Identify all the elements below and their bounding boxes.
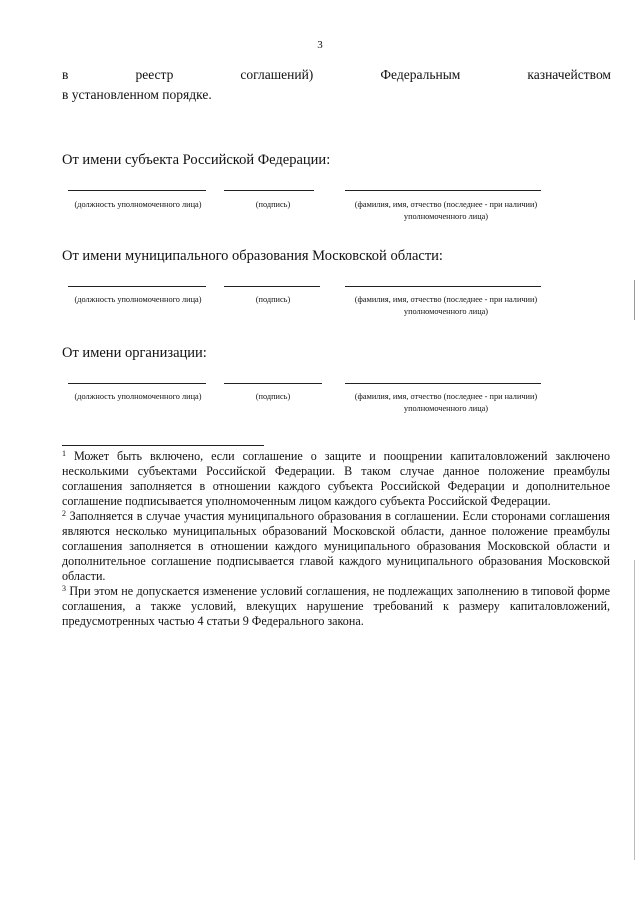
continuation-line-2: в установленном порядке. [62, 87, 212, 102]
footnote-2 [62, 509, 610, 584]
scan-edge-mark [634, 280, 635, 320]
footnote-text: Может быть включено, если соглашение о защите и поощрении капиталовложений заключено несколькими субъектами Российской Федерации. В таком случае данное положение преамбулы соглашения заполняется в отношении каждого субъекта Российской Федерации и дополнительное соглашение подписывается уполномоченным лицом каждого субъекта Российской Федерации. [62, 449, 610, 508]
caption-position: (должность уполномоченного лица) [74, 200, 202, 209]
footnote-text: Заполняется в случае участия муниципального образования в соглашении. Если сторонами соглашения являются несколько муниципальных образований Московской области, данное положение преамбулы соглашения заполняется в отношении каждого муниципального образования Московской области и дополнительное соглашение подписывается главой каждого муниципального образования Московской области. [62, 509, 610, 583]
section-heading-organization: От имени организации: [62, 345, 207, 361]
caption-signature: (подпись) [255, 200, 291, 209]
scan-edge-mark [634, 560, 635, 860]
signature-line-position [68, 190, 206, 191]
signature-line-sign [224, 286, 320, 287]
caption-signature: (подпись) [255, 392, 291, 401]
signature-line-position [68, 286, 206, 287]
continuation-word: Федеральным [380, 67, 461, 82]
caption-fullname: (фамилия, имя, отчество (последнее - при наличии) уполномоченного лица) [354, 392, 538, 413]
section-heading-municipality: От имени муниципального образования Московской области: [62, 248, 443, 264]
caption-fullname: (фамилия, имя, отчество (последнее - при наличии) уполномоченного лица) [354, 200, 538, 221]
caption-signature: (подпись) [255, 295, 291, 304]
continuation-word: соглашений) [240, 67, 314, 82]
caption-position: (должность уполномоченного лица) [74, 392, 202, 401]
signature-line-position [68, 383, 206, 384]
footnote-1 [62, 449, 610, 509]
page-number: 3 [317, 39, 323, 51]
caption-fullname: (фамилия, имя, отчество (последнее - при наличии) уполномоченного лица) [354, 295, 538, 316]
section-heading-subject: От имени субъекта Российской Федерации: [62, 152, 331, 168]
signature-line-name [345, 383, 541, 384]
footnote-text: При этом не допускается изменение условий соглашения, не подлежащих заполнению в типовой форме соглашения, а также условий, влекущих нарушение требований к размеру капиталовложений, предусмотренных частью 4 статьи 9 Федерального закона. [62, 584, 610, 628]
footnote-mark: 1 [62, 449, 66, 458]
caption-position: (должность уполномоченного лица) [74, 295, 202, 304]
footnote-mark: 2 [62, 509, 66, 518]
continuation-word: казначейством [527, 67, 611, 82]
continuation-word: реестр [135, 67, 174, 82]
continuation-line [62, 67, 611, 83]
footnote-3 [62, 584, 610, 629]
signature-line-name [345, 190, 541, 191]
signature-line-sign [224, 383, 322, 384]
footnote-mark: 3 [62, 584, 66, 593]
continuation-word: в [62, 67, 69, 82]
footnote-separator [62, 445, 264, 446]
signature-line-sign [224, 190, 314, 191]
signature-line-name [345, 286, 541, 287]
